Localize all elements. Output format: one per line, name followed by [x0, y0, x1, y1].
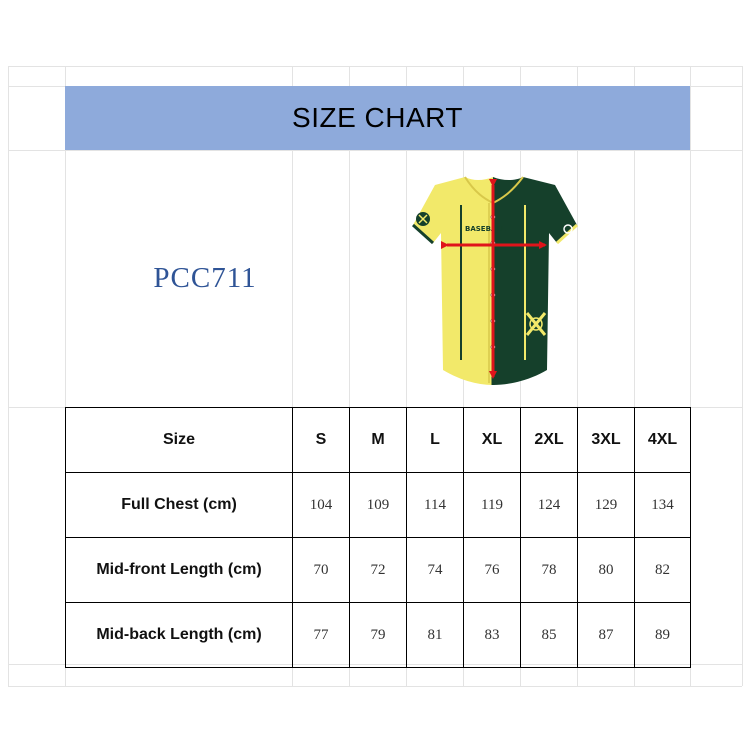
- table-cell: 70: [293, 538, 350, 603]
- size-l-header: L: [407, 408, 464, 473]
- size-s-header: S: [293, 408, 350, 473]
- table-row-mid-front-length: [66, 538, 691, 603]
- size-header-row: [66, 408, 691, 473]
- size-column-label: Size: [66, 408, 293, 473]
- table-cell: 80: [578, 538, 635, 603]
- size-chart-header: [65, 86, 690, 150]
- table-row-full-chest: [66, 473, 691, 538]
- jersey-right-panel: [493, 177, 577, 385]
- size-3xl-header: 3XL: [578, 408, 635, 473]
- size-m-header: M: [350, 408, 407, 473]
- jersey-image: [405, 165, 585, 395]
- sleeve-emblem-icon: [416, 212, 430, 226]
- table-cell: 85: [521, 603, 578, 668]
- table-cell: 87: [578, 603, 635, 668]
- table-cell: 78: [521, 538, 578, 603]
- table-cell: 74: [407, 538, 464, 603]
- size-4xl-header: 4XL: [635, 408, 691, 473]
- table-cell: 81: [407, 603, 464, 668]
- size-2xl-header: 2XL: [521, 408, 578, 473]
- table-cell: 114: [407, 473, 464, 538]
- table-cell: 109: [350, 473, 407, 538]
- size-table: [65, 407, 691, 668]
- table-cell: 82: [635, 538, 691, 603]
- row-label: Full Chest (cm): [66, 473, 293, 538]
- size-xl-header: XL: [464, 408, 521, 473]
- table-cell: 104: [293, 473, 350, 538]
- table-cell: 72: [350, 538, 407, 603]
- table-cell: 129: [578, 473, 635, 538]
- row-label: Mid-back Length (cm): [66, 603, 293, 668]
- row-label: Mid-front Length (cm): [66, 538, 293, 603]
- table-cell: 124: [521, 473, 578, 538]
- jersey-chest-text: BASEBALL: [465, 225, 506, 233]
- table-cell: 134: [635, 473, 691, 538]
- table-cell: 119: [464, 473, 521, 538]
- table-cell: 77: [293, 603, 350, 668]
- product-model-code: PCC711: [153, 262, 257, 294]
- table-cell: 79: [350, 603, 407, 668]
- jersey-left-panel: [413, 177, 493, 385]
- size-chart-title: SIZE CHART: [292, 102, 463, 133]
- table-row-mid-back-length: [66, 603, 691, 668]
- table-cell: 83: [464, 603, 521, 668]
- jersey-illustration: [405, 165, 585, 395]
- table-cell: 76: [464, 538, 521, 603]
- table-cell: 89: [635, 603, 691, 668]
